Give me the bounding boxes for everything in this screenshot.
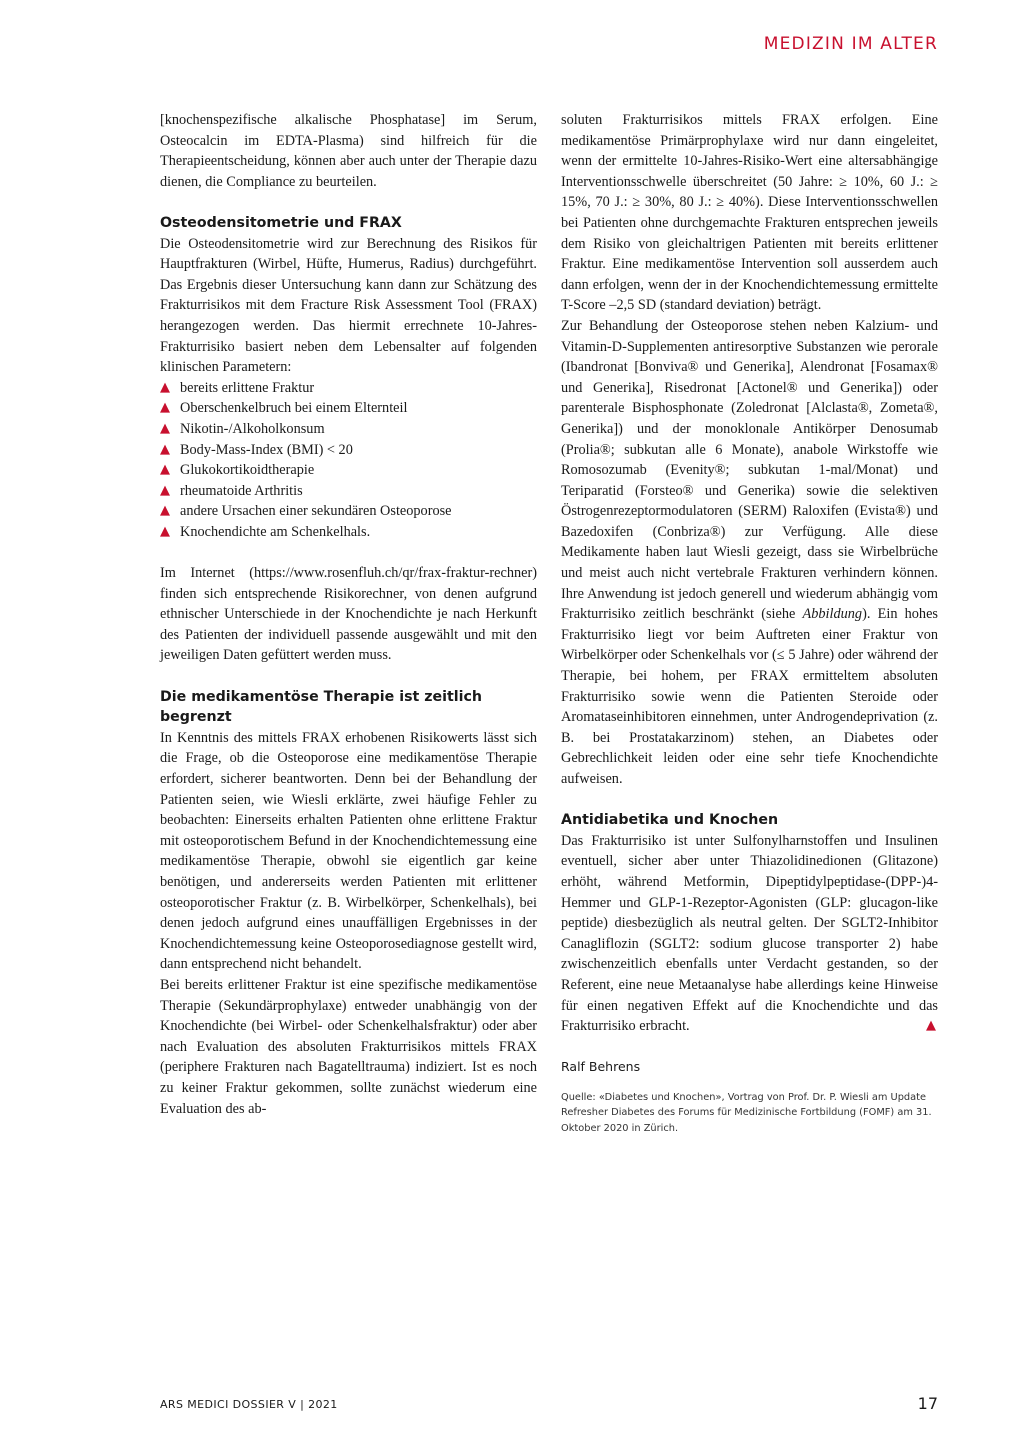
list-item: ▲ Glukokortikoidtherapie xyxy=(160,460,537,481)
footer-journal: ARS MEDICI DOSSIER V | 2021 xyxy=(160,1398,338,1411)
paragraph-primaerprophylaxe: soluten Frakturrisikos mittels FRAX erfolgen. Eine medikamentöse Primärprophylaxe wird nur dann eingeleitet, wenn der ermittelte 10-Jahres-Risiko-Wert eine altersabhängige Interventionsschwelle überschreitet (50 Jahre: ≥ 10%, 60 J.: ≥ 15%, 70 J.: ≥ 30%, 80 J.: ≥ 40%). Diese Interventionsschwellen bei Patienten ohne durchgemachte Frakturen entsprechen jeweils dem Risiko von gleichaltrigen Patienten mit bereits erlittener Fraktur. Eine medikamentöse Intervention soll ausserdem auch dann erfolgen, wenn der in der Knochendichtemessung ermittelte T-Score –2,5 SD (standard deviation) beträgt. xyxy=(561,112,938,314)
list-item: ▲ rheumatoide Arthritis xyxy=(160,481,537,502)
right-column xyxy=(561,110,938,1136)
left-column xyxy=(160,110,537,1119)
red-triangle-icon: ▲ xyxy=(160,503,170,519)
red-triangle-icon: ▲ xyxy=(160,482,170,498)
figure-reference: Abbildung xyxy=(802,606,863,623)
red-triangle-icon: ▲ xyxy=(160,441,170,457)
paragraph-behandlung: Zur Behandlung der Osteoporose stehen neben Kalzium- und Vitamin-D-Supplementen antiresorptive Substanzen wie perorale (Ibandronat [Bonviva® und Generika], Alendronat [Fosamax® und Generika], Risedronat [Actonel® und Generika]) oder parenterale Bisphosphonate (Zoledronat [Alclasta®, Zometa®, Generika]) und der monoklonale Antikörper Denosumab (Prolia®; subkutan alle 6 Monate), anabole Wirkstoffe wie Romosozumab (Evenity®; subkutan 1-mal/Monat) und Teriparatid (Forsteo® und Generika) sowie die selektiven Östrogenrezeptormodulatoren (SERM) Raloxifen (Evista®) und Bazedoxifen (Conbriza®) zur Verfügung. Alle diese Medikamente haben laut Wiesli gezeigt, dass sie Wirbelbrüche und meist auch nicht vertebrale Frakturen verhindern können. Ihre Anwendung ist jedoch generell und wiederum abhängig vom Frakturrisiko zeitlich beschränkt (siehe Abbildung). Ein hohes Frakturrisiko liegt vor beim Auftreten einer Fraktur von Wirbelkörper oder Schenkelhals vor (≤ 5 Jahre) oder während der Therapie, bei hohem, per FRAX ermitteltem absoluten Frakturrisiko sowie wenn die Patienten Steroide oder Aromataseinhibitoren einnehmen, unter Androgendeprivation (z. B. bei Prostatakarzinom) stehen, an Diabetes oder Gebrechlichkeit leiden oder eine sehr tiefe Knochendichte aufweisen. xyxy=(561,317,938,787)
paragraph-frax: Die Osteodensitometrie wird zur Berechnung des Risikos für Hauptfrakturen (Wirbel, Hüfte, Humerus, Radius) durchgeführt. Das Ergebnis dieser Untersuchung kann dann zur Schätzung des Frakturrisikos mit dem Fracture Risk Assessment Tool (FRAX) herangezogen werden. Das hiermit errechnete 10-Jahres-Frakturrisiko basiert neben dem Lebensalter auf folgenden klinischen Parametern: xyxy=(160,235,537,376)
author-name: Ralf Behrens xyxy=(561,1059,641,1075)
paragraph-sekundaerprophylaxe: Bei bereits erlittener Fraktur ist eine spezifische medikamentöse Therapie (Sekundärprophylaxe) entweder unabhängig von der Knochendichte (bei Wirbel- oder Schenkelhalsfraktur) oder aber nach Evaluation des absoluten Frakturrisikos mittels FRAX (periphere Frakturen nach Bagatelltrauma) indiziert. Ist es noch zu keiner Fraktur gekommen, sollte zunächst wiederum eine Evaluation des ab- xyxy=(160,976,537,1117)
section-label: MEDIZIN IM ALTER xyxy=(763,34,938,54)
intro-paragraph: [knochenspezifische alkalische Phosphatase] im Serum, Osteocalcin im EDTA-Plasma) sind hilfreich für die Therapieentscheidung, können aber auch unter der Therapie dazu dienen, die Compliance zu beurteilen. xyxy=(160,112,537,190)
red-triangle-icon: ▲ xyxy=(160,462,170,478)
red-triangle-icon: ▲ xyxy=(160,379,170,395)
list-item: ▲ Body-Mass-Index (BMI) < 20 xyxy=(160,440,537,461)
risk-parameter-list xyxy=(160,378,537,543)
heading-osteodensitometrie: Osteodensitometrie und FRAX xyxy=(160,214,402,231)
heading-therapie: Die medikamentöse Therapie ist zeitlich begrenzt xyxy=(160,688,483,726)
paragraph-antidiabetika: Das Frakturrisiko ist unter Sulfonylharnstoffen und Insulinen eventuell, sicher aber unter Thiazolidinedionen (Glitazone) erhöht, während Metformin, Dipeptidylpeptidase-(DPP-)4-Hemmer und GLP-1-Rezeptor-Agonisten (GLP: glucagon-like peptide) diesbezüglich als neutral gelten. Der SGLT2-Inhibitor Canagliflozin (SGLT2: sodium glucose transporter 2) habe zwischenzeitlich ebenfalls unter Verdacht gestanden, so der Referent, eine neue Metaanalyse habe allerdings keine Hinweise für einen negativen Effekt auf die Knochendichte und das Frakturrisiko erbracht. ▲ xyxy=(561,831,938,1037)
list-item: ▲ bereits erlittene Fraktur xyxy=(160,378,537,399)
paragraph-risikowert: In Kenntnis des mittels FRAX erhobenen Risikowerts lässt sich die Frage, ob die Osteoporose eine medikamentöse Therapie erfordert, sicherer beantworten. Denn bei der Behandlung der Patienten seien, wie Wiesli erklärte, zwei häufige Fehler zu beobachten: Einerseits erhalten Patienten ohne erlittene Fraktur mit osteoporotischem Befund in der Knochendichtemessung eine medikamentöse Therapie, obwohl sie eigentlich gar keine benötigen, und andererseits werden Patienten mit erlittener osteoporotischer Fraktur (z. B. Wirbelkörper, Schenkelhals), bei denen jedoch aufgrund eines unauffälligen Ergebnisses in der Knochendichtemessung keine Osteoporosediagnose gestellt wird, dann entsprechend nicht behandelt. xyxy=(160,729,537,973)
red-triangle-icon: ▲ xyxy=(160,523,170,539)
red-triangle-icon: ▲ xyxy=(926,1018,936,1034)
paragraph-internet: Im Internet (https://www.rosenfluh.ch/qr/frax-fraktur-rechner) finden sich entsprechende Risikorechner, von denen aufgrund ethnischer Unterschiede in der Knochendichte je nach Herkunft des Patienten der individuell passende ausgewählt und mit den jeweiligen Daten gefüttert werden muss. xyxy=(160,565,537,664)
list-item: ▲ Nikotin-/Alkoholkonsum xyxy=(160,419,537,440)
red-triangle-icon: ▲ xyxy=(160,420,170,436)
list-item: ▲ Knochendichte am Schenkelhals. xyxy=(160,522,537,543)
heading-antidiabetika: Antidiabetika und Knochen xyxy=(561,812,779,829)
source-note: Quelle: «Diabetes und Knochen», Vortrag von Prof. Dr. P. Wiesli am Update Refresher Diabetes des Forums für Medizinische Fortbildung (FOMF) am 31. Oktober 2020 in Zürich. xyxy=(561,1091,932,1134)
list-item: ▲ Oberschenkelbruch bei einem Elternteil xyxy=(160,398,537,419)
page-number: 17 xyxy=(917,1394,938,1413)
red-triangle-icon: ▲ xyxy=(160,400,170,416)
list-item: ▲ andere Ursachen einer sekundären Osteoporose xyxy=(160,501,537,522)
